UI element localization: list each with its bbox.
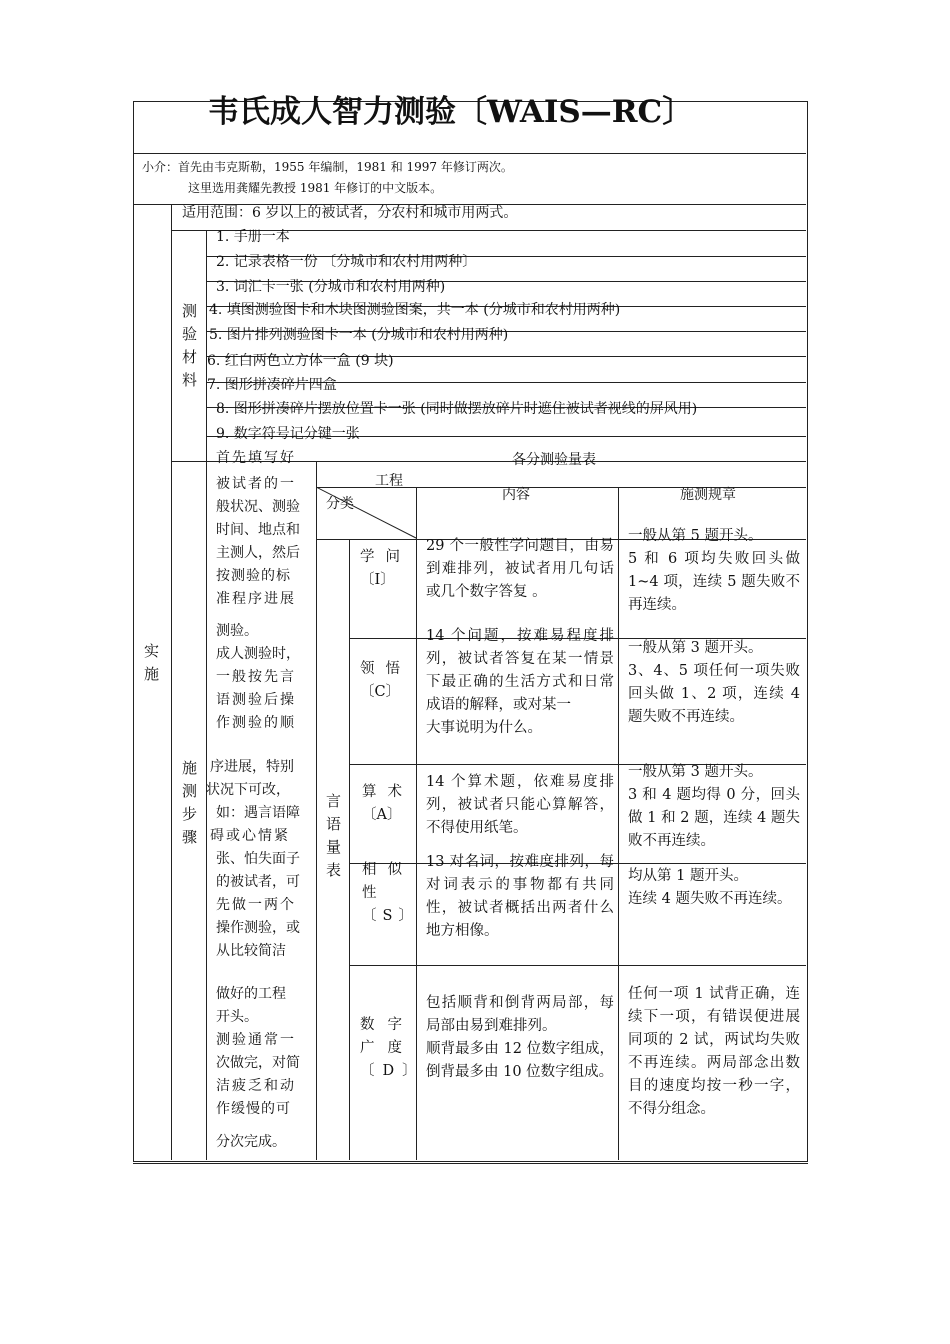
col-header-content: 内容 (502, 487, 530, 503)
divider (316, 539, 417, 540)
material-item: 2. 记录表格一份 〔分城市和农村用两种〕 (216, 254, 477, 270)
steps-line: 如：遇言语障 (216, 805, 300, 821)
subtable-header: 各分测验量表 (512, 452, 596, 468)
steps-line: 操作测验，或 (216, 920, 300, 936)
material-item: 9. 数字符号记分键一张 (216, 426, 360, 442)
subtest-name: 算术〔A〕 (362, 784, 402, 823)
page-title: 韦氏成人智力测验〔WAIS—RC〕 (208, 94, 694, 130)
impl-label: 实施 (144, 642, 160, 683)
material-item: 8. 图形拼凑碎片摆放位置卡一张 (同时做摆放碎片时遮住被试者视线的屏风用) (216, 401, 698, 417)
material-item: 6. 红白两色立方体一盒 (9 块) (207, 353, 394, 369)
steps-line: 作缓慢的可 (216, 1101, 291, 1117)
subtest-content: 29 个一般性学问题目，由易到难排列，被试者用几句话或几个数字答复 。 (426, 538, 614, 600)
subtest-name: 数字广度〔D〕 (360, 1017, 425, 1079)
steps-line: 测验。 (216, 623, 258, 639)
divider (416, 487, 417, 1160)
steps-line: 次做完，对简 (216, 1055, 300, 1071)
subtest-content: 包括顺背和倒背两局部，每局部由易到难排列。 顺背最多由 12 位数字组成，倒背最多由 10 位数字组成。 (426, 995, 614, 1080)
steps-label: 施测步骤 (182, 759, 198, 846)
steps-line: 先做一两个 (216, 897, 296, 913)
material-item: 5. 图片排列测验图卡一本 (分城市和农村用两种) (209, 327, 509, 343)
divider (316, 461, 317, 1160)
material-item: 3. 词汇卡一张 (分城市和农村用两种) (216, 279, 446, 295)
steps-line: 的被试者，可 (216, 874, 300, 890)
subtest-rules: 一般从第 3 题开头。 3、4、5 项任何一项失败回头做 1、2 项，连续 4 题失败不再连续。 (628, 640, 800, 725)
steps-line: 洁疲乏和动 (216, 1078, 296, 1094)
subtest-rules: 一般从第 5 题开头。 5 和 6 项均失败回头做1~4 项，连续 5 题失败不再连续。 (628, 528, 800, 613)
material-item: 7. 图形拼凑碎片四盒 (207, 377, 337, 393)
steps-line: 成人测验时， (216, 646, 300, 662)
steps-line: 语测验后操 (216, 692, 296, 708)
steps-line: 首先填写好 (216, 450, 296, 466)
material-item: 4. 填图测验图卡和木块图测验图案，共一本 (分城市和农村用两种) (209, 302, 621, 318)
steps-line: 按测验的标 (216, 568, 291, 584)
divider (349, 539, 350, 1160)
subtest-name: 领悟〔C〕 (360, 661, 401, 700)
steps-line: 般状况、测验 (216, 499, 300, 515)
steps-line: 主测人，然后 (216, 545, 300, 561)
divider (133, 153, 806, 154)
steps-line: 开头。 (216, 1009, 258, 1025)
steps-line: 分次完成。 (216, 1134, 286, 1150)
intro-line-1: 小介：首先由韦克斯勒，1955 年编制，1981 和 1997 年修订两次。 (142, 160, 513, 174)
diag-label-bottom: 分类 (326, 496, 354, 512)
divider (349, 965, 806, 966)
table-bottom-double-line (133, 1163, 808, 1164)
col-header-rules: 施测规章 (680, 487, 736, 503)
subtest-content: 14 个问题，按难易程度排列，被试者答复在某一情景下最正确的生活方式和日常成语的解释，或对某一 大事说明为什么。 (426, 628, 614, 736)
material-item: 1. 手册一本 (216, 229, 290, 245)
subtest-content: 13 对名词，按难度排列，每对词表示的事物都有共同性，被试者概括出两者什么地方相像。 (426, 854, 614, 939)
divider (618, 487, 619, 1160)
steps-line: 作测验的顺 (216, 715, 296, 731)
subtest-rules: 均从第 1 题开头。 连续 4 题失败不再连续。 (628, 868, 792, 907)
intro-line-2: 这里选用龚耀先教授 1981 年修订的中文版本。 (188, 181, 443, 195)
subtest-rules: 任何一项 1 试背正确，连续下一项，有错误便进展同项的 2 试，两试均失败不再连续。两局部念出数目的速度均按一秒一字，不得分组念。 (628, 986, 800, 1117)
steps-line: 从比较简洁 (216, 943, 286, 959)
steps-line: 测验通常一 (216, 1032, 296, 1048)
steps-line: 序进展，特别 (210, 759, 294, 775)
steps-line: 做好的工程 (216, 986, 286, 1002)
steps-line: 时间、地点和 (216, 522, 300, 538)
steps-line: 被试者的一 (216, 476, 296, 492)
materials-label: 测验材料 (182, 302, 198, 389)
diag-label-top: 工程 (375, 473, 403, 489)
subtest-content: 14 个算术题，依难易度排列，被试者只能心算解答，不得使用纸笔。 (426, 774, 614, 836)
steps-line: 一般按先言 (216, 669, 296, 685)
steps-line: 张、怕失面子 (216, 851, 300, 867)
steps-line: 准程序进展 (216, 591, 296, 607)
steps-line: 碍或心情紧 (210, 828, 290, 844)
divider (171, 204, 172, 1160)
steps-line: 状况下可改， (206, 782, 290, 798)
scope-text: 适用范围：6 岁以上的被试者，分农村和城市用两式。 (182, 205, 518, 221)
subtest-name: 相似性〔S〕 (362, 862, 419, 924)
subtest-name: 学问〔I〕 (360, 549, 400, 588)
verbal-scale-label: 言语量表 (326, 792, 342, 879)
subtest-rules: 一般从第 3 题开头。 3 和 4 题均得 0 分，回头做 1 和 2 题，连续 4 题失败不再连续。 (628, 764, 800, 849)
